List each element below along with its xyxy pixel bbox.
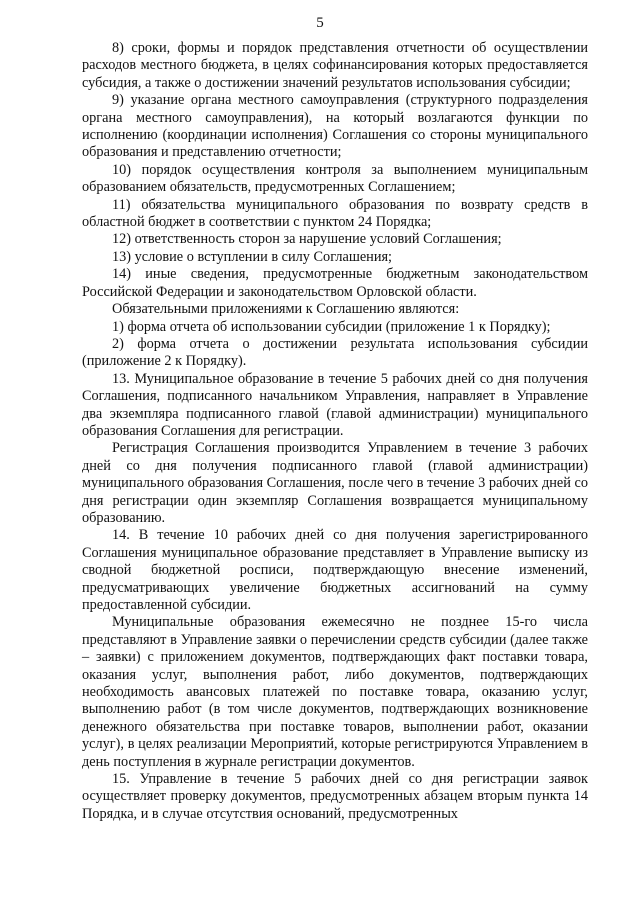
paragraph-appendix-1: 1) форма отчета об использовании субсидии (приложение 1 к Порядку); <box>112 318 551 335</box>
paragraph-clause-13: 13. Муниципальное образование в течение 5 рабочих дней со дня получения Соглашения, подписанного начальником Управления, направляет в Управление два экземпляра подписанного главой (главой администрации) муниципального образования Соглашения для регистрации. <box>82 370 588 439</box>
paragraph-appendix-2: 2) форма отчета о достижении результата использования субсидии (приложение 2 к Порядку). <box>82 335 588 370</box>
paragraph-appendices-intro: Обязательными приложениями к Соглашению являются: <box>112 301 460 318</box>
paragraph-item-8: 8) сроки, формы и порядок представления отчетности об осуществлении расходов местного бюджета, в целях софинансирования которых предоставляется субсидия, а также о достижении значений результатов использования субсидии; <box>82 40 588 91</box>
paragraph-item-13: 13) условие о вступлении в силу Соглашения; <box>112 248 393 265</box>
paragraph-item-10: 10) порядок осуществления контроля за выполнением муниципальным образованием обязательств, предусмотренных Соглашением; <box>82 161 588 196</box>
page-number: 5 <box>316 15 324 31</box>
paragraph-clause-14: 14. В течение 10 рабочих дней со дня получения зарегистрированного Соглашения муниципальное образование представляет в Управление выписку из сводной бюджетной росписи, подтверждающую внесение изменений, предусматривающих увеличение бюджетных ассигнований на сумму предоставленной субсидии. <box>82 527 588 613</box>
paragraph-item-11: 11) обязательства муниципального образования по возврату средств в областной бюджет в соответствии с пунктом 24 Порядка; <box>82 196 588 231</box>
paragraph-item-12: 12) ответственность сторон за нарушение условий Соглашения; <box>112 231 502 248</box>
paragraph-item-9: 9) указание органа местного самоуправления (структурного подразделения органа местного самоуправления), на который возлагаются функции по исполнению (координации исполнения) Соглашения со стороны муниципального образования и представлению отчетности; <box>82 92 588 161</box>
paragraph-clause-15: 15. Управление в течение 5 рабочих дней со дня регистрации заявок осуществляет проверку документов, предусмотренных абзацем вторым пункта 14 Порядка, и в случае отсутствия оснований, предусмотренных <box>82 771 588 822</box>
paragraph-monthly-requests: Муниципальные образования ежемесячно не позднее 15-го числа представляют в Управление заявки о перечислении средств субсидии (далее также – заявки) с приложением документов, подтверждающих факт поставки товара, оказания услуг, выполнения работ, либо документов, подтверждающих необходимость авансовых платежей по поставке товара, оказанию услуг, выполнению работ (в том числе документов, подтверждающих возникновение денежного обязательства при поставке товаров, выполнении работ, оказании услуг), в целях реализации Мероприятий, которые регистрируются Управлением в день поступления в журнале регистрации документов. <box>82 614 588 770</box>
document-body <box>82 40 588 823</box>
paragraph-registration: Регистрация Соглашения производится Управлением в течение 3 рабочих дней со дня получения подписанного главой (главой администрации) муниципального образования Соглашения, после чего в течение 3 рабочих дней со дня регистрации один экземпляр Соглашения возвращается муниципальному образованию. <box>82 440 588 526</box>
paragraph-item-14: 14) иные сведения, предусмотренные бюджетным законодательством Российской Федерации и законодательством Орловской области. <box>82 266 588 300</box>
